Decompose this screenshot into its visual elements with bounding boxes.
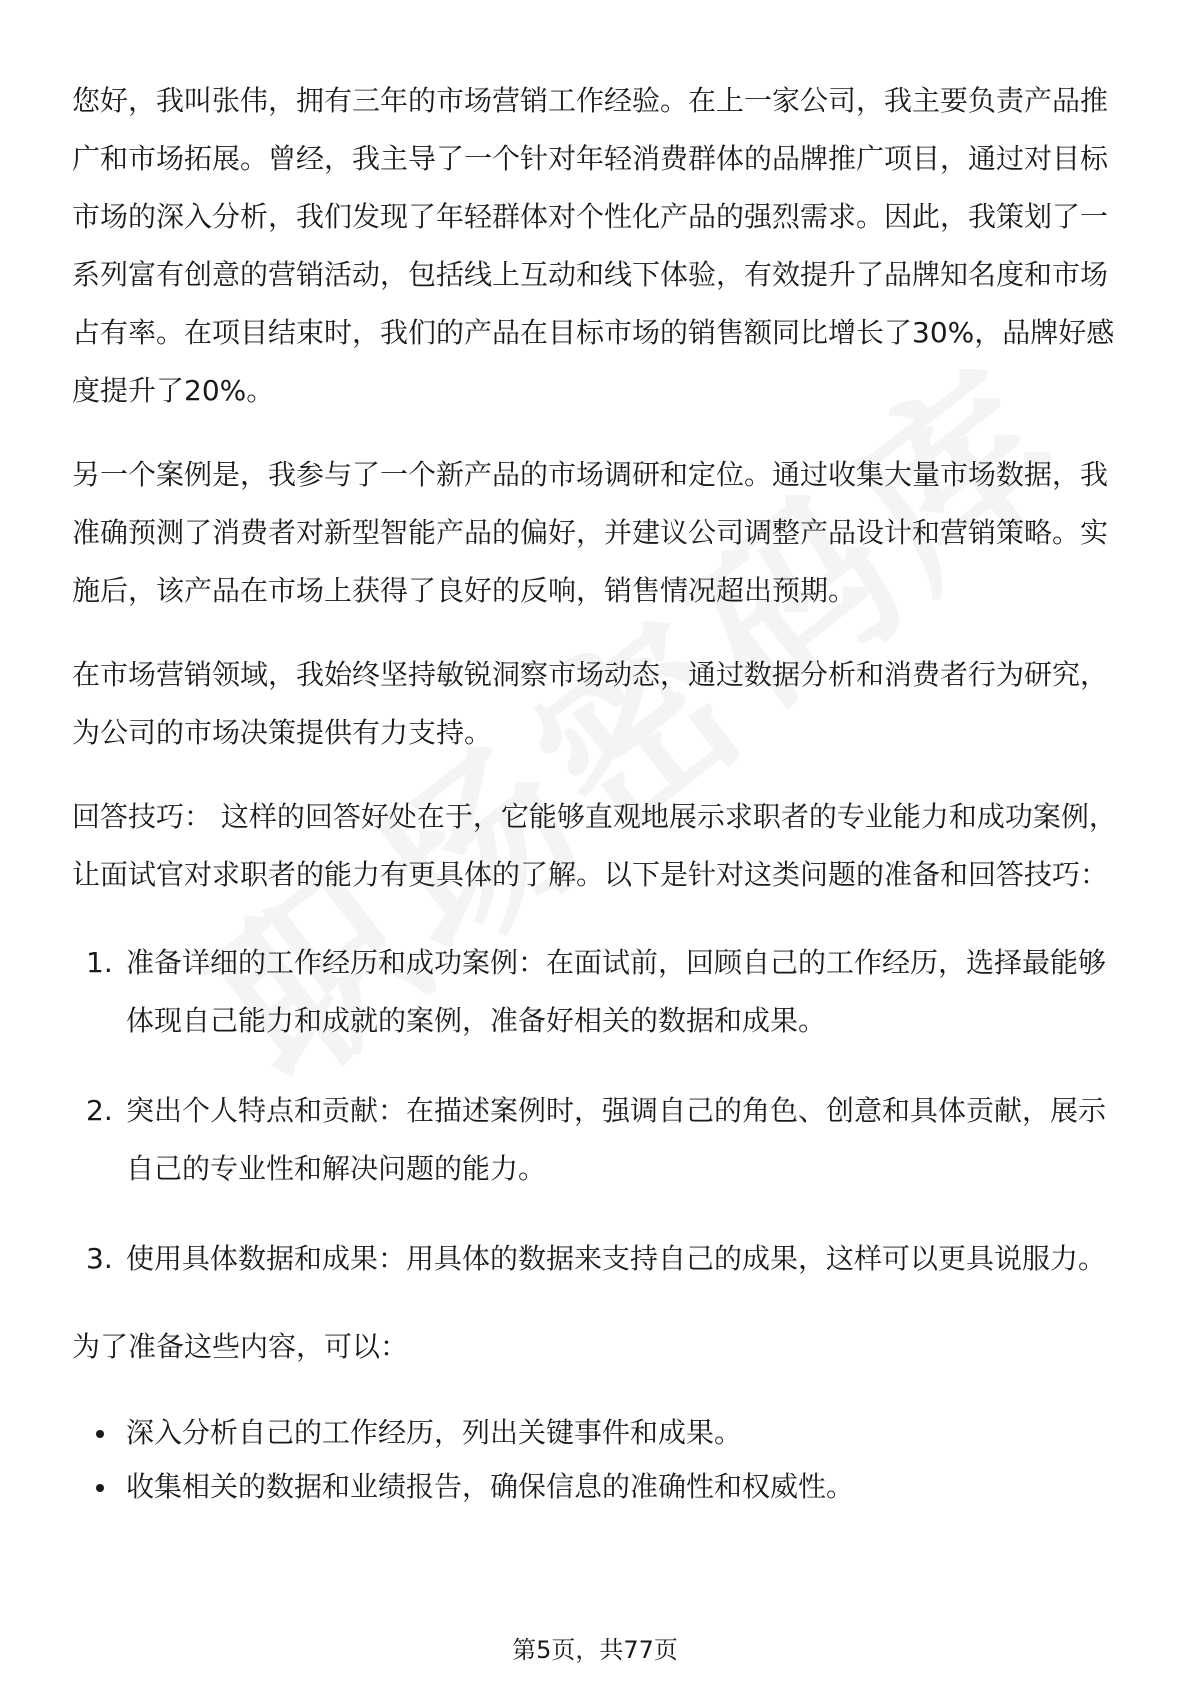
list-item: [72, 1230, 1120, 1288]
paragraph-summary: 在市场营销领域，我始终坚持敏锐洞察市场动态，通过数据分析和消费者行为研究，为公司的市场决策提供有力支持。: [72, 658, 1109, 749]
paragraph-self-intro: 您好，我叫张伟，拥有三年的市场营销工作经验。在上一家公司，我主要负责产品推广和市场拓展。曾经，我主导了一个针对年轻消费群体的品牌推广项目，通过对目标市场的深入分析，我们发现了年轻群体对个性化产品的强烈需求。因此，我策划了一系列富有创意的营销活动，包括线上互动和线下体验，有效提升了品牌知名度和市场占有率。在项目结束时，我们的产品在目标市场的销售额同比增长了30%，品牌好感度提升了20%。: [72, 84, 1115, 407]
page-content: [72, 72, 1120, 1514]
paragraph-second-case: 另一个案例是，我参与了一个新产品的市场调研和定位。通过收集大量市场数据，我准确预测了消费者对新型智能产品的偏好，并建议公司调整产品设计和营销策略。实施后，该产品在市场上获得了良好的反响，销售情况超出预期。: [72, 458, 1109, 607]
list-number: 1.: [86, 946, 113, 979]
list-item-text: 使用具体数据和成果：用具体的数据来支持自己的成果，这样可以更具说服力。: [126, 1242, 1107, 1275]
page-number-footer: 第5页，共77页: [512, 1636, 678, 1664]
list-item: [72, 934, 1120, 1050]
tips-list: [72, 934, 1120, 1288]
list-item: [72, 1460, 1120, 1514]
paragraph-prep-intro: 为了准备这些内容，可以：: [72, 1330, 409, 1363]
list-item: [72, 1082, 1120, 1198]
list-item-text: 收集相关的数据和业绩报告，确保信息的准确性和权威性。: [126, 1470, 855, 1503]
bullet-icon: [96, 1430, 104, 1438]
list-number: 2.: [86, 1094, 113, 1127]
prep-bullet-list: [72, 1406, 1120, 1514]
list-item-text: 准备详细的工作经历和成功案例：在面试前，回顾自己的工作经历，选择最能够体现自己能力和成就的案例，准备好相关的数据和成果。: [126, 946, 1107, 1037]
list-item-text: 突出个人特点和贡献：在描述案例时，强调自己的角色、创意和具体贡献，展示自己的专业性和解决问题的能力。: [126, 1094, 1107, 1185]
list-item-text: 深入分析自己的工作经历，列出关键事件和成果。: [126, 1416, 743, 1449]
paragraph-answer-tips: 回答技巧： 这样的回答好处在于，它能够直观地展示求职者的专业能力和成功案例，让面试官对求职者的能力有更具体的了解。以下是针对这类问题的准备和回答技巧：: [72, 800, 1117, 891]
list-item: [72, 1406, 1120, 1460]
bullet-icon: [96, 1484, 104, 1492]
list-number: 3.: [86, 1242, 113, 1275]
